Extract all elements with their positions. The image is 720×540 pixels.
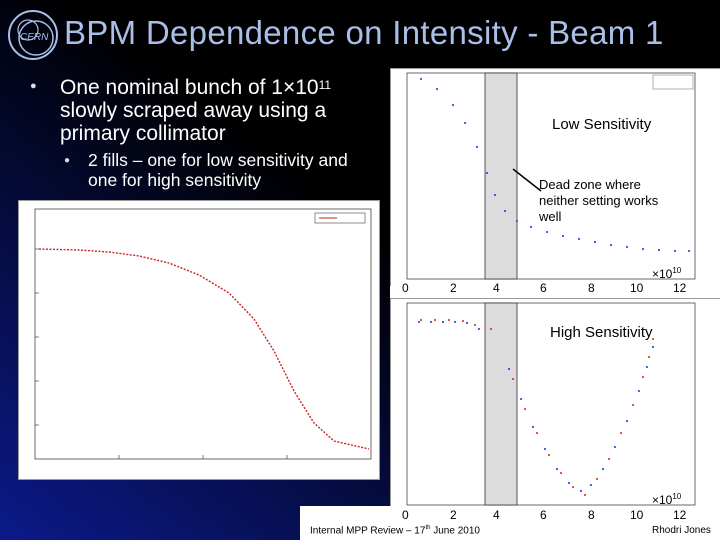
top-x-tick-1: 2	[450, 281, 457, 295]
dead-zone-annotation: Dead zone where neither setting works well	[539, 177, 659, 224]
bullet-main-text: One nominal bunch of $1\times 10^{11}$ slowly scraped away using a primary collimator	[60, 76, 332, 145]
bottom-x-tick-5: 10	[630, 508, 644, 522]
svg-text:CERN: CERN	[20, 32, 49, 43]
high-sensitivity-points-red	[420, 319, 654, 496]
high-sensitivity-points-blue	[418, 321, 654, 492]
dead-zone-band	[485, 73, 517, 279]
sub-bullet-dot: ●	[64, 155, 71, 166]
top-x-tick-2: 4	[493, 281, 500, 295]
bottom-x-multiplier: $\times 10^{10}$	[652, 492, 682, 507]
low-sensitivity-label: Low Sensitivity	[552, 116, 652, 133]
bottom-x-tick-6: 12	[673, 508, 687, 522]
bottom-x-tick-1: 2	[450, 508, 457, 522]
top-x-tick-3: 6	[540, 281, 547, 295]
top-x-multiplier: $\times 10^{10}$	[652, 266, 682, 281]
top-x-tick-5: 10	[630, 281, 644, 295]
bullet-sub-text: 2 fills – one for low sensitivity and one for high sensitivity	[88, 150, 348, 190]
high-sensitivity-label: High Sensitivity	[550, 324, 653, 341]
cern-logo	[6, 8, 60, 62]
footer-event: Internal MPP Review – 17th June 2010	[310, 525, 480, 537]
intensity-plot	[18, 200, 380, 480]
bottom-x-tick-4: 8	[588, 508, 595, 522]
bottom-x-tick-2: 4	[493, 508, 500, 522]
intensity-plot-canvas	[19, 201, 379, 479]
intensity-curve	[39, 249, 369, 449]
bottom-x-tick-3: 6	[540, 508, 547, 522]
bullet-dot: ●	[30, 80, 37, 92]
top-x-tick-6: 12	[673, 281, 687, 295]
top-x-tick-0: 0	[402, 281, 409, 295]
slide-title: BPM Dependence on Intensity - Beam 1	[64, 14, 664, 51]
bottom-x-tick-0: 0	[402, 508, 409, 522]
dead-zone-band-2	[485, 303, 517, 505]
top-x-tick-4: 8	[588, 281, 595, 295]
low-sensitivity-points	[420, 78, 690, 252]
footer-author: Rhodri Jones	[652, 525, 711, 536]
